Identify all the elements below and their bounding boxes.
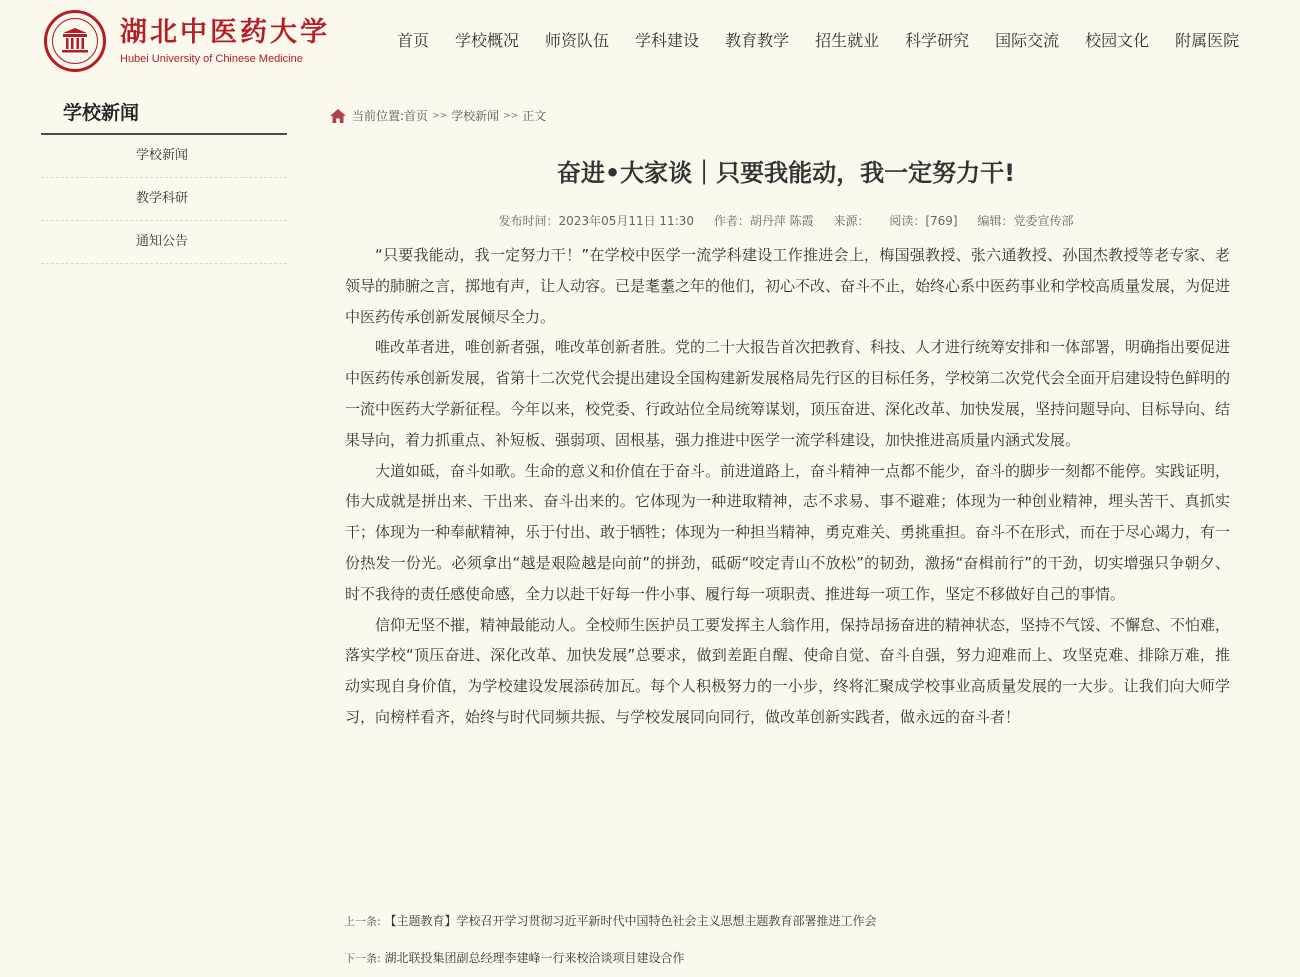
home-icon: [330, 109, 346, 123]
site-logo[interactable]: [44, 10, 330, 72]
nav-campus-culture[interactable]: 校园文化: [1085, 31, 1150, 50]
nav-faculty[interactable]: 师资队伍: [545, 31, 610, 50]
nav-disciplines[interactable]: 学科建设: [635, 31, 700, 50]
breadcrumb-separator: >>: [432, 111, 448, 121]
logo-english-name: Hubei University of Chinese Medicine: [120, 53, 303, 65]
university-seal-icon: [44, 10, 106, 72]
article-title: 奋进•大家谈｜只要我能动，我一定努力干!: [556, 159, 1016, 187]
article-source: 来源：: [833, 214, 870, 228]
sidebar-item-school-news[interactable]: 学校新闻: [41, 135, 287, 178]
article-paragraph: “只要我能动，我一定努力干！”在学校中医学一流学科建设工作推进会上，梅国强教授、张六通教授、孙国杰教授等老专家、老领导的肺腑之言，掷地有声，让人动容。已是耄耋之年的他们，初心不改、奋斗不止，始终心系中医药事业和学校高质量发展，为促进中医药传承创新发展倾尽全力。: [345, 246, 1231, 326]
article-meta: [330, 211, 1230, 231]
next-article-link[interactable]: 湖北联投集团副总经理李建峰一行来校洽谈项目建设合作: [384, 951, 685, 965]
sidebar-item-notices[interactable]: 通知公告: [41, 221, 287, 264]
nav-admissions[interactable]: 招生就业: [815, 31, 880, 50]
article-paragraph: 信仰无坚不摧，精神最能动人。全校师生医护员工要发挥主人翁作用，保持昂扬奋进的精神状态，坚持不气馁、不懈怠、不怕难，落实学校“顶压奋进、深化改革、加快发展”总要求，做到差距自醒、使命自觉、奋斗自强，努力迎难而上、攻坚克难、排除万难，推动实现自身价值，为学校建设发展添砖加瓦。每个人积极努力的一小步，终将汇聚成学校事业高质量发展的一大步。让我们向大师学习，向榜样看齐，始终与时代同频共振、与学校发展同向同行，做改革创新实践者，做永远的奋斗者！: [345, 615, 1231, 726]
breadcrumb-home-link[interactable]: 首页: [404, 109, 429, 123]
site-header: [0, 0, 1300, 86]
breadcrumb-separator: >>: [503, 111, 519, 121]
breadcrumb: [330, 106, 1230, 126]
nav-hospitals[interactable]: 附属医院: [1175, 31, 1240, 50]
breadcrumb-current: 正文: [522, 109, 547, 123]
article-editor: 编辑：党委宣传部: [977, 214, 1074, 228]
article-body: [345, 240, 1230, 733]
prev-article: [344, 911, 877, 932]
nav-home[interactable]: 首页: [397, 31, 430, 50]
article-paragraph: 唯改革者进，唯创新者强，唯改革创新者胜。党的二十大报告首次把教育、科技、人才进行统筹安排和一体部署，明确指出要促进中医药传承创新发展，省第十二次党代会提出建设全国构建新发展格局先行区的目标任务，学校第二次党代会全面开启建设特色鲜明的一流中医药大学新征程。今年以来，校党委、行政站位全局统筹谋划，顶压奋进、深化改革、加快发展，坚持问题导向、目标导向、结果导向，着力抓重点、补短板、强弱项、固根基，强力推进中医学一流学科建设，加快推进高质量内涵式发展。: [345, 338, 1231, 449]
article-author: 作者：胡丹萍 陈霞: [713, 214, 814, 228]
prev-article-link[interactable]: 【主题教育】学校召开学习贯彻习近平新时代中国特色社会主义思想主题教育部署推进工作会: [384, 914, 877, 928]
nav-research[interactable]: 科学研究: [905, 31, 970, 50]
article-main: [330, 106, 1230, 733]
publish-date: 发布时间：2023年05月11日 11:30: [498, 214, 695, 228]
article-paragraph: 大道如砥，奋斗如歌。生命的意义和价值在于奋斗。前进道路上，奋斗精神一点都不能少，奋斗的脚步一刻都不能停。实践证明，伟大成就是拼出来、干出来、奋斗出来的。它体现为一种进取精神，志不求易、事不避难；体现为一种创业精神，埋头苦干、真抓实干；体现为一种奉献精神，乐于付出、敢于牺牲；体现为一种担当精神，勇克难关、勇挑重担。奋斗不在形式，而在于尽心竭力，有一份热发一份光。必须拿出“越是艰险越是向前”的拼劲，砥砺“咬定青山不放松”的韧劲，激扬“奋楫前行”的干劲，切实增强只争朝夕、时不我待的责任感使命感，全力以赴干好每一件小事、履行每一项职责、推进每一项工作，坚定不移做好自己的事情。: [345, 461, 1231, 603]
sidebar: [41, 95, 287, 264]
main-nav: [384, 30, 1252, 52]
prev-label: 上一条:: [344, 915, 381, 928]
nav-about[interactable]: 学校概况: [455, 31, 520, 50]
view-count: 阅读：[769]: [889, 214, 958, 228]
next-label: 下一条:: [344, 952, 381, 965]
sidebar-item-teaching-research[interactable]: 教学科研: [41, 178, 287, 221]
nav-international[interactable]: 国际交流: [995, 31, 1060, 50]
breadcrumb-prefix: 当前位置:: [352, 109, 405, 123]
logo-chinese-name: 湖北中医药大学: [120, 17, 330, 48]
breadcrumb-section-link[interactable]: 学校新闻: [451, 109, 500, 123]
sidebar-title: 学校新闻: [41, 95, 287, 135]
nav-education[interactable]: 教育教学: [725, 31, 790, 50]
next-article: [344, 948, 685, 969]
